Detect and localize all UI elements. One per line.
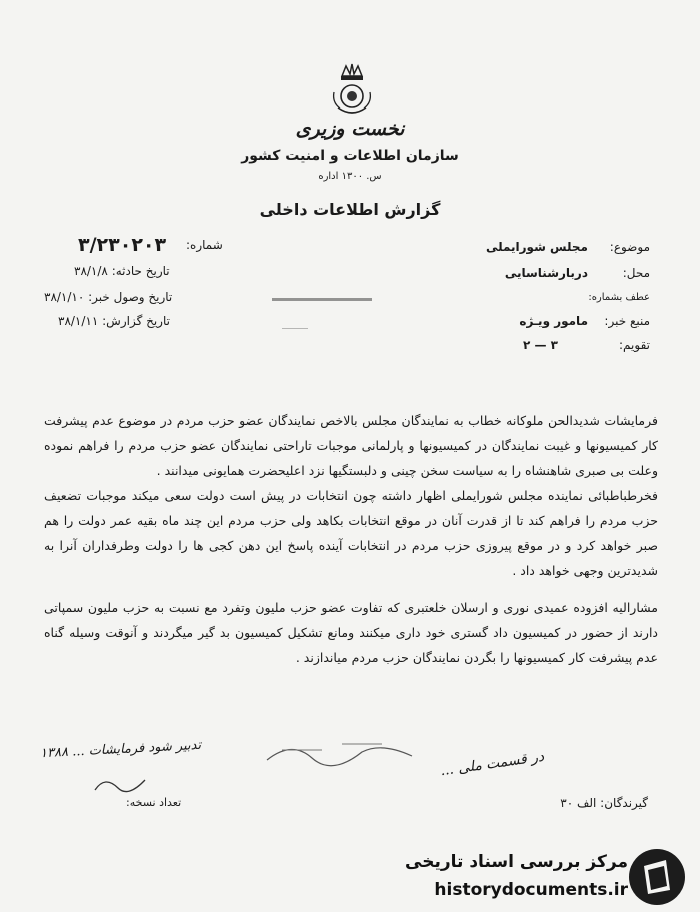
org-unit: س. ۱۳۰۰ اداره bbox=[318, 171, 382, 182]
report-type: گزارش اطلاعات داخلی bbox=[259, 200, 441, 219]
subject-label: موضوع: bbox=[609, 240, 650, 254]
archive-logo-icon bbox=[626, 846, 688, 908]
recipients-line: گیرندگان: الف ۳۰ bbox=[560, 796, 648, 810]
rating-value: ۳ — ۲ bbox=[522, 338, 558, 352]
redaction-mark bbox=[282, 318, 308, 329]
source-value: مامور ویـژه bbox=[519, 314, 588, 328]
report-body bbox=[44, 408, 658, 670]
handwritten-note-right: در قسمت ملی ... bbox=[439, 748, 546, 780]
royal-emblem-icon bbox=[328, 62, 376, 120]
redaction-mark bbox=[272, 298, 372, 301]
handwritten-note-left: تدبیر شود فرمایشات ... ۱۳۸۸ bbox=[39, 737, 202, 762]
body-paragraph: فخرطباطبائی نماینده مجلس شورایملی اظهار داشته چون انتخابات در پیش است دولت سعی میکند موجبات تضعیف حزب مردم را فراهم کند تا از قدرت آنان در موقع انتخابات بکاهد ولی حزب مردم این چند ماه بقیه عمر دولت را هم صبر خواهد کرد و در موقع پیروزی حزب مردم در انتخابات آینده پاسخ این دهن کجی ها را دولت وطرفداران آنرا به شدیدترین وجهی خواهد داد . bbox=[44, 488, 658, 578]
report-number-value: ۳/۲۳۰۲۰۳ bbox=[78, 234, 167, 256]
source-label: منبع خبر: bbox=[604, 314, 650, 328]
event-date: تاریخ حادثه: ۳۸/۱/۸ bbox=[74, 264, 170, 278]
org-subtitle: سازمان اطلاعات و امنیت کشور bbox=[241, 148, 459, 164]
location-label: محل: bbox=[622, 266, 650, 280]
report-number-label: شماره: bbox=[186, 238, 223, 252]
signature-scribble bbox=[262, 730, 422, 770]
rating-label: تقویم: bbox=[619, 338, 650, 352]
body-paragraph: مشارالیه افزوده عمیدی نوری و ارسلان خلعتبری که تفاوت عضو حزب ملیون وتفرد مع نسبت به حزب ملیون سمپاتی دارند از حضور در کمیسیون داد گستری خود داری میکنند ومانع تشکیل کمیسیون بد گیر میگردند و آنوقت وسیله گناه عدم پیشرفت کار کمیسیونها را بگردن نمایندگان حزب مردم میاندازند . bbox=[44, 600, 658, 665]
watermark-name: مرکز بررسی اسناد تاریخی bbox=[405, 852, 628, 872]
reference-label: عطف بشماره: bbox=[588, 292, 650, 303]
body-paragraph: فرمایشات شدیدالحن ملوکانه خطاب به نمایندگان مجلس بالاخص نمایندگان عضو حزب مردم در موضوع عدم پیشرفت کار کمیسیونها و غیبت نمایندگان در کمیسیونها و پارلمانی موجبات تاراحتی نمایندگان عضو حزب مردم را فراهم نموده وعلت بی صبری شاهنشاه را به سیاست سخن چینی و دلبستگیها نزد اعلیحضرت همایونی میدانند . bbox=[44, 413, 658, 478]
watermark-url: historydocuments.ir bbox=[434, 880, 628, 900]
receive-date: تاریخ وصول خبر: ۳۸/۱/۱۰ bbox=[44, 290, 173, 304]
report-date: تاریخ گزارش: ۳۸/۱/۱۱ bbox=[58, 314, 170, 328]
copies-label: تعداد نسخه: bbox=[126, 796, 182, 809]
subject-value: مجلس شورایملی bbox=[485, 240, 588, 254]
location-value: دربارشناسایی bbox=[504, 266, 588, 280]
org-title: نخست وزیری bbox=[295, 118, 405, 140]
